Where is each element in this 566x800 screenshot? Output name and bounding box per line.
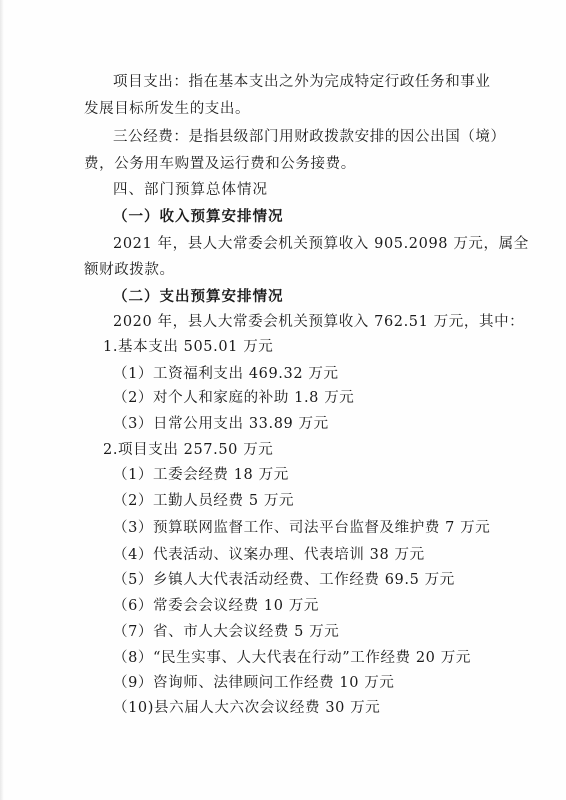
project-item-8: （8）“民生实事、人大代表在行动”工作经费 20 万元 (113, 650, 471, 666)
expense-paragraph: 2020 年，县人大常委会机关预算收入 762.51 万元，其中： (113, 314, 525, 330)
project-item-10: （10)县六届人大六次会议经费 30 万元 (113, 700, 381, 716)
basic-expense-heading: 1.基本支出 505.01 万元 (103, 339, 274, 355)
income-paragraph-line-2: 额财政拨款。 (84, 262, 175, 278)
project-item-6: （6）常委会会议经费 10 万元 (113, 598, 319, 614)
page-edge (0, 0, 4, 800)
subheading-income: （一）收入预算安排情况 (113, 209, 284, 225)
section-heading-4: 四、部门预算总体情况 (113, 182, 268, 198)
paragraph-project-expense-line-2: 发展目标所发生的支出。 (84, 101, 251, 117)
project-item-1: （1）工委会经费 18 万元 (113, 467, 289, 483)
income-paragraph-line-1: 2021 年，县人大常委会机关预算收入 905.2098 万元，属全 (113, 236, 529, 252)
project-item-4: （4）代表活动、议案办理、代表培训 38 万元 (113, 547, 425, 563)
paragraph-three-public-line-1: 三公经费：是指县级部门用财政拨款安排的因公出国（境） (113, 129, 506, 145)
project-item-7: （7）省、市人大会议经费 5 万元 (113, 624, 340, 640)
project-item-9: （9）咨询师、法律顾问工作经费 10 万元 (113, 675, 395, 691)
project-item-2: （2）工勤人员经费 5 万元 (113, 493, 295, 509)
project-expense-heading: 2.项目支出 257.50 万元 (103, 442, 274, 458)
basic-item-1: （1）工资福利支出 469.32 万元 (113, 366, 339, 382)
basic-item-3: （3）日常公用支出 33.89 万元 (113, 416, 329, 432)
paragraph-project-expense-line-1: 项目支出：指在基本支出之外为完成特定行政任务和事业 (113, 74, 491, 90)
basic-item-2: （2）对个人和家庭的补助 1.8 万元 (113, 390, 355, 406)
project-item-3: （3）预算联网监督工作、司法平台监督及维护费 7 万元 (113, 520, 491, 536)
project-item-5: （5）乡镇人大代表活动经费、工作经费 69.5 万元 (113, 572, 455, 588)
subheading-expense: （二）支出预算安排情况 (113, 289, 284, 305)
paragraph-three-public-line-2: 费，公务用车购置及运行费和公务接费。 (84, 156, 356, 172)
